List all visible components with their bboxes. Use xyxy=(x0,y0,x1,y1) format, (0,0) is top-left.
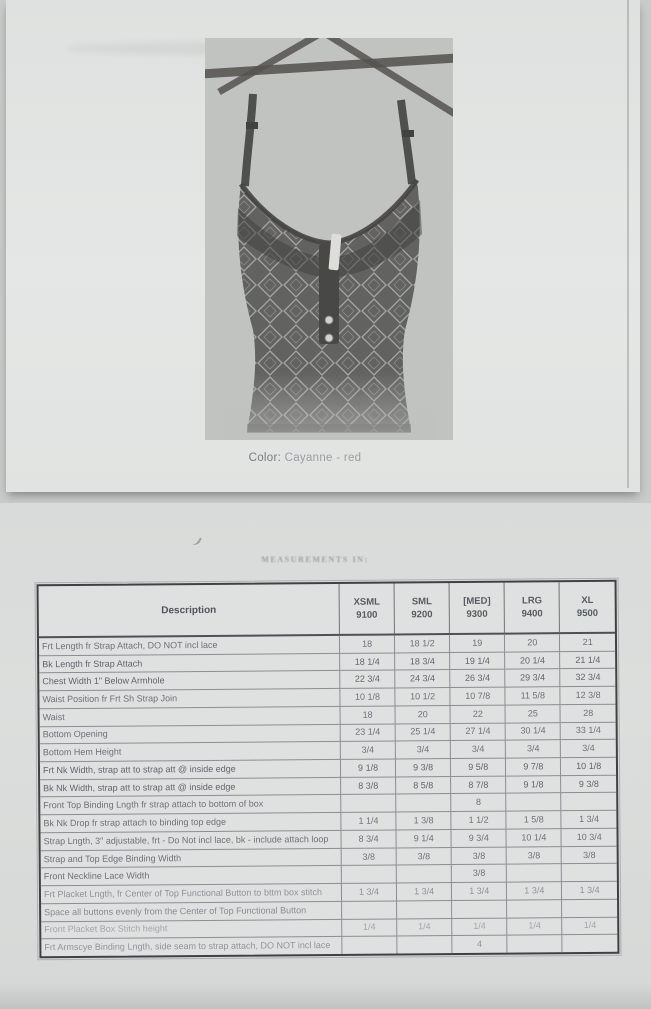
row-value: 22 3/4 xyxy=(340,670,395,688)
row-value: 1/4 xyxy=(562,917,617,935)
row-value: 12 3/8 xyxy=(560,686,615,704)
row-value: 18 xyxy=(340,706,395,724)
row-value: 25 1/4 xyxy=(395,723,450,741)
row-value: 28 xyxy=(560,704,615,722)
row-value: 20 xyxy=(395,705,450,723)
row-value: 3/8 xyxy=(396,847,451,865)
row-value: 1/4 xyxy=(452,918,507,936)
row-value xyxy=(397,900,452,918)
row-description: Bottom Opening xyxy=(40,724,341,744)
row-value xyxy=(507,899,562,917)
row-value: 10 1/8 xyxy=(561,757,616,775)
row-value: 1/4 xyxy=(342,918,397,936)
table-row xyxy=(41,934,617,956)
size-header-sml xyxy=(394,583,449,634)
row-value: 26 3/4 xyxy=(450,670,505,688)
row-value: 9 3/4 xyxy=(451,829,506,847)
row-description: Frt Armscye Binding Lngth, side seam to strap attach, DO NOT incl lace xyxy=(41,937,342,957)
row-description: Chest Width 1" Below Armhole xyxy=(39,671,340,691)
size-name: XSML xyxy=(353,596,380,608)
row-value: 1 3/8 xyxy=(396,812,451,830)
strap-slider-left xyxy=(246,122,258,129)
row-value: 10 1/8 xyxy=(340,688,395,706)
row-value xyxy=(342,901,397,919)
caption-label: Color: xyxy=(248,452,282,464)
row-description: Waist Position fr Frt Sh Strap Join xyxy=(39,689,340,709)
page-edge-line xyxy=(627,0,629,488)
row-value: 9 3/8 xyxy=(396,759,451,777)
row-value: 9 1/8 xyxy=(506,775,561,793)
row-value: 3/4 xyxy=(506,740,561,758)
table-header-row xyxy=(39,582,615,638)
row-value: 18 3/4 xyxy=(395,652,450,670)
row-value xyxy=(397,936,452,954)
row-value xyxy=(507,935,562,953)
size-name: SML xyxy=(411,596,432,608)
row-value: 30 1/4 xyxy=(505,722,560,740)
row-value: 3/8 xyxy=(451,864,506,882)
row-value: 1 1/4 xyxy=(341,812,396,830)
style-code: 9500 xyxy=(576,607,599,620)
row-value: 19 1/4 xyxy=(450,652,505,670)
row-value: 18 1/2 xyxy=(395,634,450,653)
row-value xyxy=(562,934,617,952)
row-value xyxy=(562,899,617,917)
row-value: 23 1/4 xyxy=(340,724,395,742)
row-value: 18 1/4 xyxy=(340,653,395,671)
row-value xyxy=(507,864,562,882)
photo-caption xyxy=(181,452,429,464)
row-value xyxy=(562,864,617,882)
row-value: 1 3/4 xyxy=(452,882,507,900)
row-value: 3/8 xyxy=(341,848,396,866)
row-value: 9 5/8 xyxy=(451,758,506,776)
row-description: Front Neckline Lace Width xyxy=(41,866,342,886)
row-value: 1 1/2 xyxy=(451,811,506,829)
row-description: Bk Length fr Strap Attach xyxy=(39,653,340,673)
row-description: Frt Nk Width, strap att to strap att @ inside edge xyxy=(40,759,341,779)
row-description: Bk Nk Width, strap att to strap att @ inside edge xyxy=(40,777,341,797)
size-header-med xyxy=(449,583,504,634)
row-description: Space all buttons evenly from the Center of Top Functional Button xyxy=(41,901,342,921)
garment-photo xyxy=(205,38,453,440)
row-description: Bottom Hem Height xyxy=(40,742,341,762)
row-value xyxy=(341,865,396,883)
measurements-heading: MEASUREMENTS IN: xyxy=(261,555,369,564)
row-value: 8 3/8 xyxy=(341,777,396,795)
row-description: Frt Length fr Strap Attach, DO NOT incl lace xyxy=(39,635,340,656)
row-value: 19 xyxy=(450,634,505,653)
row-value: 1 3/4 xyxy=(507,882,562,900)
row-value: 27 1/4 xyxy=(450,723,505,741)
style-code: 9100 xyxy=(356,609,378,621)
size-header-xsml xyxy=(339,583,394,634)
row-description: Strap Lngth, 3" adjustable, frt - Do Not incl lace, bk - include attach loop xyxy=(40,830,341,850)
row-value xyxy=(396,794,451,812)
scan-vignette xyxy=(0,983,651,1009)
caption-value: Cayanne - red xyxy=(284,452,362,464)
row-value xyxy=(396,865,451,883)
row-value: 11 5/8 xyxy=(505,687,560,705)
row-value: 3/4 xyxy=(340,741,395,759)
row-value: 33 1/4 xyxy=(561,722,616,740)
row-value xyxy=(506,793,561,811)
row-value: 20 xyxy=(505,633,560,652)
garment-photo-illustration xyxy=(205,38,453,440)
row-value xyxy=(341,794,396,812)
style-code: 9300 xyxy=(466,608,488,620)
row-value: 20 1/4 xyxy=(505,651,560,669)
size-name: LRG xyxy=(521,595,543,607)
row-value: 3/4 xyxy=(395,741,450,759)
style-code: 9200 xyxy=(411,609,433,621)
strap-slider-right xyxy=(402,130,414,137)
row-value: 10 1/2 xyxy=(395,688,450,706)
photo-fade-overlay xyxy=(223,286,437,440)
row-value: 9 1/4 xyxy=(396,829,451,847)
row-value: 9 3/8 xyxy=(561,775,616,793)
row-description: Waist xyxy=(40,706,341,726)
size-header-lrg xyxy=(504,582,559,633)
row-value: 25 xyxy=(505,705,560,723)
row-value xyxy=(452,900,507,918)
row-value: 1 3/4 xyxy=(562,881,617,899)
row-description: Front Placket Box Stitch height xyxy=(41,919,342,939)
row-value: 8 5/8 xyxy=(396,776,451,794)
description-header: Description xyxy=(39,584,340,637)
row-value: 21 1/4 xyxy=(560,651,615,669)
row-value: 32 3/4 xyxy=(560,669,615,687)
row-value: 3/4 xyxy=(561,740,616,758)
row-value: 3/8 xyxy=(562,846,617,864)
row-value: 1 3/4 xyxy=(341,883,396,901)
row-value xyxy=(561,793,616,811)
row-value: 9 7/8 xyxy=(506,758,561,776)
spec-table-body xyxy=(39,633,617,957)
row-description: Bk Nk Drop fr strap attach to binding top edge xyxy=(40,813,341,833)
row-description: Strap and Top Edge Binding Width xyxy=(41,848,342,868)
size-header-xl xyxy=(559,582,615,633)
row-value: 10 3/4 xyxy=(561,828,616,846)
size-name: XL xyxy=(581,594,594,607)
row-value: 10 1/4 xyxy=(506,829,561,847)
row-value: 24 3/4 xyxy=(395,670,450,688)
row-value: 1/4 xyxy=(397,918,452,936)
row-value: 3/8 xyxy=(451,847,506,865)
row-value: 8 xyxy=(451,794,506,812)
row-value: 22 xyxy=(450,705,505,723)
row-value: 1/4 xyxy=(507,917,562,935)
row-value: 4 xyxy=(452,935,507,953)
row-value: 29 3/4 xyxy=(505,669,560,687)
row-value: 1 3/4 xyxy=(397,883,452,901)
row-value: 3/8 xyxy=(506,846,561,864)
row-description: Front Top Binding Lngth fr strap attach to bottom of box xyxy=(40,795,341,815)
row-value: 8 7/8 xyxy=(451,776,506,794)
row-value xyxy=(342,936,397,954)
spec-table xyxy=(37,580,620,959)
row-value: 8 3/4 xyxy=(341,830,396,848)
row-description: Frt Placket Lngth, fr Center of Top Functional Button to bttm box stitch xyxy=(41,883,342,903)
row-value: 1 5/8 xyxy=(506,811,561,829)
row-value: 3/4 xyxy=(450,740,505,758)
row-value: 10 7/8 xyxy=(450,687,505,705)
row-value: 1 3/4 xyxy=(561,810,616,828)
row-value: 18 xyxy=(339,634,394,653)
style-code: 9400 xyxy=(521,608,543,620)
row-value: 9 1/8 xyxy=(340,759,395,777)
row-value: 21 xyxy=(560,633,615,652)
size-name: [MED] xyxy=(463,595,491,607)
